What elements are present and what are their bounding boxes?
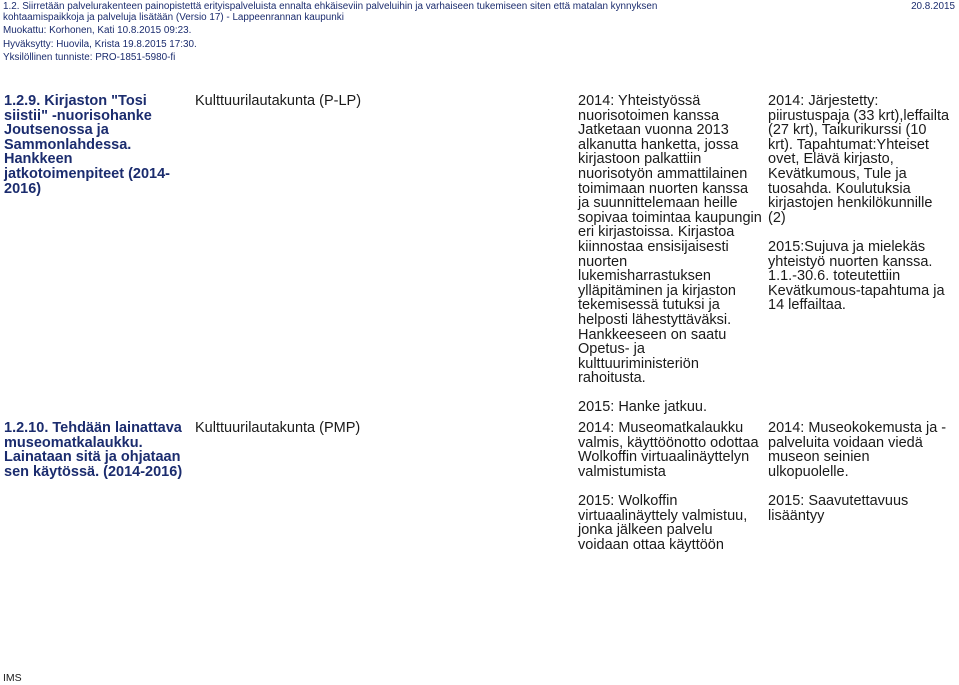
results-paragraph: 2015: Saavutettavuus lisääntyy [768, 492, 909, 524]
actions-cell [578, 94, 764, 415]
document-title: 1.2. Siirretään palvelurakenteen painopistettä erityispalveluista ennalta ehkäiseviin palveluihin ja varhaiseen tukemiseen siten että matalan kynnyksen kohtaamispaikkoja ja palveluja lisätään (Versio 17) - Lappeenrannan kaupunki [3, 1, 658, 23]
actions-paragraph: 2015: Wolkoffin virtuaalinäyttely valmistuu, jonka jälkeen palvelu voidaan ottaa käyttöön [578, 492, 748, 553]
footer-label: IMS [3, 672, 22, 684]
actions-paragraph: 2014: Museomatkalaukku valmis, käyttöönotto odottaa Wolkoffin virtuaalinäyttelyn valmistumista [578, 420, 759, 480]
actions-paragraph: 2014: Yhteistyössä nuorisotoimen kanssa Jatketaan vuonna 2013 alkanutta hanketta, jossa kirjastoon palkattiin nuorisotyön ammattilainen toimimaan nuorten kanssa ja suunnittelemaan heille sopivaa toimintaa kaupungin eri kirjastoissa. Kirjastoa kiinnostaa ensisijaisesti nuorten lukemisharrastuksen ylläpitäminen ja kirjaston tekemisessä tutuksi ja helposti lähestyttäväksi. Hankkeeseen on saatu Opetus- ja kulttuuriministeriön rahoitusta. [578, 93, 762, 387]
actions-paragraph: 2015: Hanke jatkuu. [578, 399, 707, 416]
print-date: 20.8.2015 [911, 1, 955, 12]
modified-info: Muokattu: Korhonen, Kati 10.8.2015 09:23. [3, 25, 192, 36]
results-cell [768, 94, 956, 313]
responsible-body-cell: Kulttuurilautakunta (PMP) [195, 420, 361, 436]
table-row [0, 94, 959, 416]
unique-identifier: Yksilöllinen tunniste: PRO-1851-5980-fi [3, 52, 176, 63]
goal-cell: 1.2.10. Tehdään lainattava museomatkalaukku. Lainataan sitä ja ohjataan sen käytössä. (2014-2016) [4, 420, 183, 480]
table-row [0, 421, 959, 561]
results-paragraph: 2014: Museokokemusta ja - palveluita voidaan viedä museon seinien ulkopuolelle. [768, 420, 947, 480]
goal-cell: 1.2.9. Kirjaston "Tosi siistii" -nuorisohanke Joutsenossa ja Sammonlahdessa. Hankkeen jatkotoimenpiteet (2014- 2016) [4, 93, 170, 197]
results-paragraph: 2015:Sujuva ja mielekäs yhteistyö nuorten kanssa. 1.1.-30.6. toteutettiin Kevätkumous-tapahtuma ja 14 leffailtaa. [768, 238, 945, 314]
results-cell [768, 421, 956, 523]
document-metadata [3, 24, 197, 65]
approved-info: Hyväksytty: Huovila, Krista 19.8.2015 17:30. [3, 38, 197, 50]
responsible-body-cell: Kulttuurilautakunta (P-LP) [195, 93, 362, 109]
results-paragraph: 2014: Järjestetty: piirustuspaja (33 krt),leffailta (27 krt), Taikurikurssi (10 krt). Tapahtumat:Yhteiset ovet, Elävä kirjasto, Kevätkumous, Tule ja tuosahda. Koulutuksia kirjastojen henkilökunnille (2) [768, 93, 950, 226]
actions-cell [578, 421, 764, 552]
